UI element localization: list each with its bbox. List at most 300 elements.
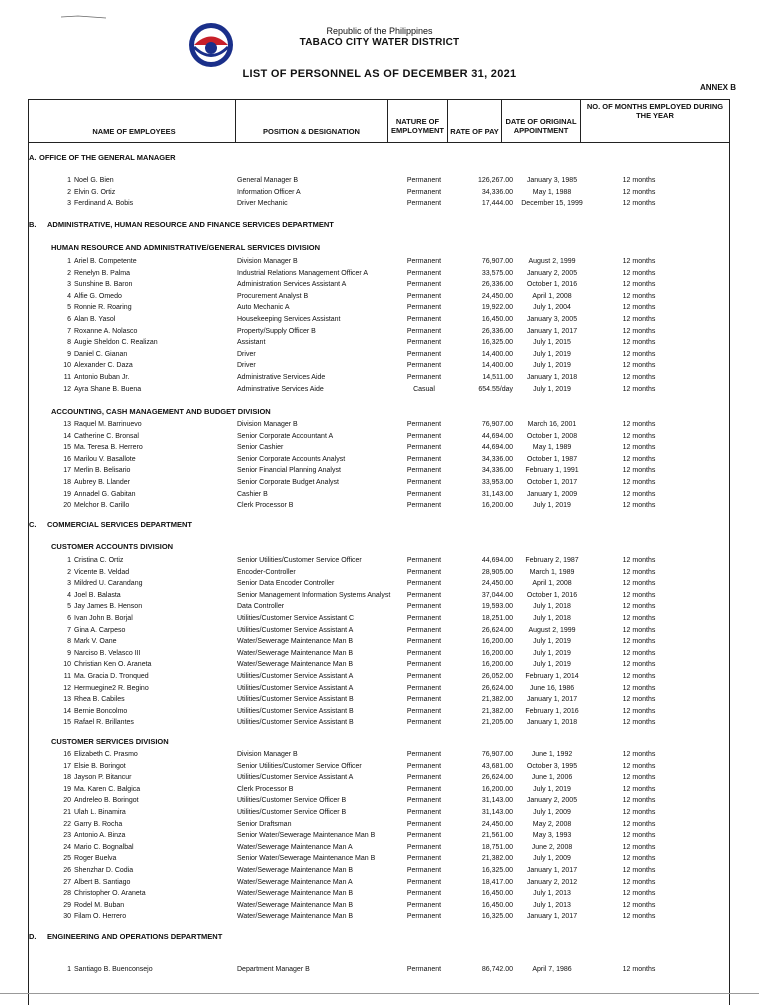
employee-rate: 37,044.00	[481, 591, 513, 599]
employee-appointment-date: April 1, 2008	[532, 580, 572, 588]
employee-rate: 16,325.00	[481, 913, 513, 921]
employee-rate: 24,450.00	[481, 580, 513, 588]
employee-nature: Permanent	[406, 762, 442, 770]
employee-number: 9	[67, 350, 71, 358]
table-row	[29, 842, 729, 853]
employee-rate: 16,325.00	[481, 867, 513, 874]
employee-months: 12 months	[622, 339, 656, 347]
employee-position: Property/Supply Officer B	[237, 327, 316, 335]
document-title: LIST OF PERSONNEL AS OF DECEMBER 31, 2021	[242, 68, 517, 80]
employee-position: Industrial Relations Management Officer A	[237, 269, 368, 277]
employee-position: Senior Utilities/Customer Service Officer	[237, 557, 362, 564]
table-row	[29, 590, 729, 601]
employee-rate: 44,694.00	[481, 432, 513, 440]
employee-number: 14	[63, 707, 71, 715]
employee-nature: Permanent	[406, 467, 442, 475]
table-row	[29, 431, 729, 442]
employee-number: 24	[63, 843, 71, 851]
employee-name: Andreleo B. Boringot	[74, 797, 139, 805]
personnel-table	[28, 99, 730, 1005]
employee-appointment-date: July 1, 2004	[533, 304, 571, 312]
employee-number: 18	[63, 774, 71, 782]
employee-months: 12 months	[622, 855, 656, 863]
employee-number: 7	[67, 327, 71, 335]
employee-position: Water/Sewerage Maintenance Man B	[237, 638, 354, 646]
employee-rate: 26,624.00	[481, 684, 513, 692]
employee-number: 12	[63, 684, 71, 692]
table-row	[29, 326, 729, 337]
employee-name: Marilou V. Basallote	[74, 455, 136, 463]
employee-appointment-date: October 1, 1987	[526, 455, 578, 463]
employee-name: Ayra Shane B. Buena	[74, 385, 142, 393]
employee-nature: Permanent	[406, 258, 442, 265]
employee-months: 12 months	[622, 707, 656, 715]
republic-line: Republic of the Philippines	[326, 26, 433, 36]
employee-rate: 44,694.00	[481, 557, 513, 564]
employee-nature: Permanent	[406, 901, 442, 909]
employee-nature: Permanent	[406, 785, 442, 793]
employee-rate: 16,200.00	[481, 638, 513, 646]
employee-nature: Permanent	[406, 421, 442, 428]
employee-nature: Permanent	[406, 200, 442, 207]
table-row	[29, 442, 729, 453]
employee-months: 12 months	[622, 281, 656, 289]
employee-number: 25	[63, 855, 71, 863]
employee-position: Information Officer A	[237, 188, 301, 196]
employee-number: 3	[67, 200, 71, 207]
employee-appointment-date: July 1, 2019	[533, 350, 571, 358]
employee-position: Water/Sewerage Maintenance Man B	[237, 649, 354, 657]
employee-nature: Permanent	[406, 281, 442, 289]
division-customer-services-heading: CUSTOMER SERVICES DIVISION	[51, 737, 169, 746]
employee-nature: Permanent	[406, 696, 442, 704]
table-row	[29, 489, 729, 500]
employee-number: 1	[67, 557, 71, 564]
employee-months: 12 months	[622, 304, 656, 312]
employee-nature: Permanent	[406, 797, 442, 805]
employee-number: 20	[63, 797, 71, 805]
employee-rate: 26,624.00	[481, 774, 513, 782]
employee-number: 20	[63, 502, 71, 510]
employee-months: 12 months	[622, 785, 656, 793]
employee-months: 12 months	[622, 444, 656, 452]
col-header-pay: RATE OF PAY	[450, 127, 499, 136]
employee-nature: Permanent	[406, 304, 442, 312]
employee-name: Mario C. Bognalbal	[74, 843, 134, 851]
employee-position: Housekeeping Services Assistant	[237, 316, 341, 323]
employee-nature: Permanent	[406, 890, 442, 898]
section-letter: D.	[29, 932, 37, 941]
employee-name: Joel B. Balasta	[74, 591, 121, 599]
employee-name: Daniel C. Gianan	[74, 350, 128, 358]
division-hr-heading: HUMAN RESOURCE AND ADMINISTRATIVE/GENERAL SERVICES DIVISION	[51, 243, 321, 252]
employee-appointment-date: July 1, 2009	[533, 855, 571, 863]
employee-months: 12 months	[622, 649, 656, 657]
table-row	[29, 291, 729, 302]
employee-rate: 16,200.00	[481, 785, 513, 793]
employee-appointment-date: February 2, 1987	[525, 557, 579, 564]
organization-name: TABACO CITY WATER DISTRICT	[299, 37, 460, 48]
employee-rate: 26,336.00	[481, 281, 513, 289]
table-row	[29, 314, 729, 325]
employee-position: Senior Corporate Accounts Analyst	[237, 455, 346, 463]
employee-name: Merlin B. Belisario	[74, 467, 131, 475]
table-row	[29, 465, 729, 476]
employee-number: 9	[67, 649, 71, 657]
employee-nature: Permanent	[406, 809, 442, 816]
employee-months: 12 months	[622, 762, 656, 770]
employee-number: 12	[63, 385, 71, 393]
table-row	[29, 360, 729, 371]
table-row	[29, 187, 729, 198]
employee-months: 12 months	[622, 432, 656, 440]
employee-rate: 34,336.00	[481, 455, 513, 463]
employee-months: 12 months	[622, 568, 656, 576]
employee-name: Sunshine B. Baron	[74, 281, 133, 289]
employee-position: Senior Financial Planning Analyst	[237, 467, 341, 475]
employee-name: Ivan John B. Borjal	[74, 615, 133, 622]
employee-number: 29	[63, 901, 71, 909]
employee-appointment-date: October 3, 1995	[526, 762, 578, 770]
employee-months: 12 months	[622, 467, 656, 475]
employee-rate: 654.55/day	[478, 385, 513, 393]
employee-months: 12 months	[622, 421, 656, 428]
employee-appointment-date: August 2, 1999	[528, 626, 576, 634]
employee-nature: Permanent	[406, 479, 442, 486]
employee-appointment-date: May 1, 1988	[532, 188, 572, 196]
employee-months: 12 months	[622, 966, 656, 973]
employee-position: Utilities/Customer Service Assistant B	[237, 707, 354, 715]
employee-position: Water/Sewerage Maintenance Man A	[237, 843, 353, 851]
employee-months: 12 months	[622, 374, 656, 381]
employee-name: Ma. Karen C. Balgica	[74, 785, 141, 793]
employee-months: 12 months	[622, 797, 656, 805]
employee-rate: 14,511.00	[482, 374, 513, 381]
employee-months: 12 months	[622, 878, 656, 886]
employee-nature: Permanent	[406, 568, 442, 576]
employee-name: Noel G. Bien	[74, 177, 114, 184]
section-letter: B.	[29, 220, 37, 229]
employee-appointment-date: July 1, 2013	[533, 901, 571, 909]
employee-nature: Permanent	[406, 432, 442, 440]
employee-position: Senior Draftsman	[237, 820, 292, 828]
employee-nature: Permanent	[406, 490, 442, 498]
employee-months: 12 months	[622, 774, 656, 782]
employee-nature: Permanent	[406, 339, 442, 347]
employee-position: Administration Services Assistant A	[237, 281, 347, 289]
employee-position: Cashier B	[237, 490, 268, 498]
employee-rate: 16,325.00	[481, 339, 513, 347]
employee-appointment-date: July 1, 2019	[533, 661, 571, 669]
employee-rate: 76,907.00	[481, 751, 513, 758]
employee-nature: Casual	[413, 385, 435, 393]
employee-months: 12 months	[622, 177, 656, 184]
employee-nature: Permanent	[406, 719, 442, 727]
employee-name: Narciso B. Velasco III	[74, 649, 141, 657]
table-row	[29, 613, 729, 624]
employee-name: Catherine C. Bronsal	[74, 432, 139, 440]
employee-number: 11	[63, 374, 71, 381]
employee-position: Driver Mechanic	[237, 200, 288, 207]
employee-number: 4	[67, 591, 71, 599]
section-letter: C.	[29, 520, 37, 529]
employee-nature: Permanent	[406, 580, 442, 588]
employee-appointment-date: January 2, 2005	[526, 269, 578, 277]
table-row	[29, 911, 729, 922]
employee-rate: 18,417.00	[481, 878, 513, 886]
employee-months: 12 months	[622, 385, 656, 393]
employee-rate: 33,575.00	[481, 269, 513, 277]
employee-position: General Manager B	[237, 177, 299, 184]
employee-months: 12 months	[622, 751, 656, 758]
employee-months: 12 months	[622, 820, 656, 828]
table-row	[29, 500, 729, 511]
table-row	[29, 625, 729, 636]
employee-name: Annadel G. Gabitan	[74, 490, 136, 498]
table-row	[29, 601, 729, 612]
employee-appointment-date: June 16, 1986	[529, 684, 575, 692]
employee-appointment-date: July 1, 2019	[533, 385, 571, 393]
employee-nature: Permanent	[406, 557, 442, 564]
table-row	[29, 717, 729, 728]
employee-appointment-date: January 1, 2017	[526, 327, 578, 335]
employee-number: 23	[63, 832, 71, 840]
employee-position: Utilities/Customer Service Assistant A	[237, 684, 354, 692]
employee-appointment-date: July 1, 2015	[533, 339, 571, 347]
employee-name: Santiago B. Buenconsejo	[74, 966, 153, 973]
employee-nature: Permanent	[406, 350, 442, 358]
table-row	[29, 671, 729, 682]
employee-nature: Permanent	[406, 269, 442, 277]
employee-months: 12 months	[622, 626, 656, 634]
employee-rate: 21,382.00	[481, 855, 513, 863]
employee-rate: 21,205.00	[481, 719, 513, 727]
section-title: OFFICE OF THE GENERAL MANAGER	[39, 153, 176, 162]
table-row	[29, 706, 729, 717]
employee-name: Roger Buelva	[74, 855, 117, 863]
employee-appointment-date: July 1, 2019	[533, 502, 571, 510]
employee-name: Rhea B. Cabiles	[74, 696, 125, 704]
employee-appointment-date: January 3, 1985	[526, 177, 578, 184]
employee-appointment-date: December 15, 1999	[521, 200, 583, 207]
employee-number: 19	[63, 490, 71, 498]
employee-name: Alan B. Yasol	[74, 316, 116, 323]
table-row	[29, 659, 729, 670]
employee-name: Alexander C. Daza	[74, 362, 133, 370]
employee-rate: 17,444.00	[481, 200, 513, 207]
table-row	[29, 349, 729, 360]
employee-rate: 26,624.00	[481, 626, 513, 634]
employee-position: Auto Mechanic A	[237, 304, 290, 312]
employee-appointment-date: June 1, 2006	[531, 774, 573, 782]
employee-appointment-date: June 2, 2008	[531, 843, 573, 851]
employee-nature: Permanent	[406, 188, 442, 196]
table-row	[29, 888, 729, 899]
employee-rate: 16,450.00	[481, 890, 513, 898]
employee-months: 12 months	[622, 684, 656, 692]
employee-name: Christian Ken O. Araneta	[74, 661, 152, 669]
employee-appointment-date: October 1, 2016	[526, 281, 578, 289]
employee-position: Division Manager B	[237, 421, 298, 428]
employee-number: 19	[63, 785, 71, 793]
employee-name: Ma. Gracia D. Tronqued	[74, 673, 149, 680]
employee-months: 12 months	[622, 455, 656, 463]
employee-months: 12 months	[622, 502, 656, 510]
employee-rate: 24,450.00	[481, 292, 513, 300]
employee-appointment-date: February 1, 2016	[525, 707, 579, 715]
employee-rate: 21,382.00	[481, 696, 513, 704]
employee-name: Antonio Buban Jr.	[74, 374, 130, 381]
employee-appointment-date: January 2, 2012	[526, 878, 578, 886]
employee-months: 12 months	[622, 890, 656, 898]
employee-number: 1	[67, 258, 71, 265]
employee-rate: 14,400.00	[481, 362, 513, 370]
employee-nature: Permanent	[406, 362, 442, 370]
employee-name: Antonio A. Binza	[74, 832, 126, 840]
employee-rate: 26,336.00	[481, 327, 513, 335]
division-customer-accounts-heading: CUSTOMER ACCOUNTS DIVISION	[51, 542, 174, 551]
employee-months: 12 months	[622, 188, 656, 196]
employee-months: 12 months	[622, 603, 656, 611]
employee-number: 10	[63, 661, 71, 669]
employee-number: 18	[63, 479, 71, 486]
employee-months: 12 months	[622, 292, 656, 300]
employee-rate: 16,200.00	[481, 661, 513, 669]
employee-nature: Permanent	[406, 177, 442, 184]
employee-nature: Permanent	[406, 591, 442, 599]
employee-appointment-date: April 7, 1986	[532, 966, 572, 973]
employee-number: 14	[63, 432, 71, 440]
employee-months: 12 months	[622, 269, 656, 277]
employee-appointment-date: August 2, 1999	[528, 258, 576, 265]
page-edge	[0, 993, 759, 994]
employee-appointment-date: July 1, 2019	[533, 649, 571, 657]
table-row	[29, 964, 729, 975]
col-header-position: POSITION & DESIGNATION	[263, 127, 360, 136]
employee-rate: 31,143.00	[481, 797, 513, 805]
employee-rate: 76,907.00	[481, 258, 513, 265]
employee-name: Alfie G. Omedo	[74, 292, 122, 300]
employee-appointment-date: February 1, 2014	[525, 673, 579, 680]
employee-position: Utilities/Customer Service Assistant C	[237, 615, 355, 622]
employee-nature: Permanent	[406, 661, 442, 669]
table-row	[29, 900, 729, 911]
employee-appointment-date: May 2, 2008	[532, 820, 572, 828]
employee-name: Elsie B. Boringot	[74, 762, 126, 770]
employee-rate: 16,200.00	[481, 649, 513, 657]
employee-name: Melchor B. Carillo	[74, 502, 130, 510]
employee-position: Utilities/Customer Service Assistant A	[237, 774, 354, 782]
employee-months: 12 months	[622, 316, 656, 323]
employee-number: 3	[67, 580, 71, 588]
employee-position: Department Manager B	[237, 966, 310, 973]
employee-nature: Permanent	[406, 913, 442, 921]
employee-nature: Permanent	[406, 843, 442, 851]
employee-nature: Permanent	[406, 774, 442, 782]
employee-name: Ulah L. Binamira	[74, 809, 126, 816]
employee-position: Encoder-Controller	[237, 568, 296, 576]
employee-position: Senior Utilities/Customer Service Officer	[237, 762, 362, 770]
section-title: COMMERCIAL SERVICES DEPARTMENT	[47, 520, 193, 529]
employee-position: Utilities/Customer Service Officer B	[237, 797, 347, 805]
employee-nature: Permanent	[406, 751, 442, 758]
table-row	[29, 784, 729, 795]
employee-name: Hermuegine2 R. Begino	[74, 684, 149, 692]
employee-position: Senior Data Encoder Controller	[237, 580, 335, 588]
employee-months: 12 months	[622, 327, 656, 335]
employee-nature: Permanent	[406, 327, 442, 335]
employee-rate: 34,336.00	[481, 188, 513, 196]
column-divider	[387, 100, 388, 142]
employee-position: Water/Sewerage Maintenance Man B	[237, 901, 354, 909]
employee-position: Utilities/Customer Service Assistant A	[237, 673, 354, 680]
employee-number: 13	[63, 421, 71, 428]
employee-name: Ronnie R. Roaring	[74, 304, 132, 312]
employee-position: Data Controller	[237, 603, 285, 611]
employee-rate: 24,450.00	[481, 820, 513, 828]
employee-appointment-date: October 1, 2016	[526, 591, 578, 599]
employee-position: Assistant	[237, 339, 266, 347]
employee-number: 15	[63, 719, 71, 727]
table-row	[29, 384, 729, 395]
employee-months: 12 months	[622, 557, 656, 564]
table-row	[29, 256, 729, 267]
employee-rate: 86,742.00	[481, 966, 513, 973]
employee-nature: Permanent	[406, 374, 442, 381]
table-row	[29, 477, 729, 488]
employee-position: Water/Sewerage Maintenance Man B	[237, 661, 354, 669]
table-row	[29, 877, 729, 888]
employee-number: 5	[67, 304, 71, 312]
section-title: ADMINISTRATIVE, HUMAN RESOURCE AND FINANCE SERVICES DEPARTMENT	[47, 220, 334, 229]
employee-nature: Permanent	[406, 867, 442, 874]
employee-number: 21	[63, 809, 71, 816]
employee-position: Clerk Processor B	[237, 502, 294, 510]
employee-name: Mark V. Oane	[74, 638, 117, 646]
employee-appointment-date: January 2, 2005	[526, 797, 578, 805]
employee-number: 16	[63, 751, 71, 758]
employee-name: Augie Sheldon C. Realizan	[74, 339, 158, 347]
employee-appointment-date: January 1, 2017	[526, 913, 578, 921]
annex-label: ANNEX B	[699, 83, 736, 92]
employee-nature: Permanent	[406, 820, 442, 828]
employee-number: 22	[63, 820, 71, 828]
employee-name: Raquel M. Barrinuevo	[74, 421, 142, 428]
employee-name: Albert B. Santiago	[74, 878, 131, 886]
table-row	[29, 454, 729, 465]
employee-number: 17	[63, 762, 71, 770]
table-row	[29, 648, 729, 659]
employee-name: Cristina C. Ortiz	[74, 557, 124, 564]
employee-number: 2	[67, 269, 71, 277]
employee-position: Procurement Analyst B	[237, 292, 309, 300]
employee-appointment-date: January 1, 2018	[526, 719, 578, 727]
employee-nature: Permanent	[406, 673, 442, 680]
employee-appointment-date: July 1, 2018	[533, 603, 571, 611]
employee-position: Senior Water/Sewerage Maintenance Man B	[237, 855, 376, 863]
employee-name: Mildred U. Carandang	[74, 580, 143, 588]
employee-rate: 31,143.00	[481, 809, 513, 816]
employee-number: 27	[63, 878, 71, 886]
employee-appointment-date: July 1, 2019	[533, 785, 571, 793]
employee-name: Bernie Boncolmo	[74, 707, 128, 715]
employee-name: Roxanne A. Nolasco	[74, 327, 138, 335]
employee-number: 26	[63, 867, 71, 874]
employee-number: 30	[63, 913, 71, 921]
col-header-nature: NATURE OF EMPLOYMENT	[391, 117, 444, 135]
employee-appointment-date: March 1, 1989	[529, 568, 575, 576]
employee-appointment-date: July 1, 2018	[533, 615, 571, 622]
